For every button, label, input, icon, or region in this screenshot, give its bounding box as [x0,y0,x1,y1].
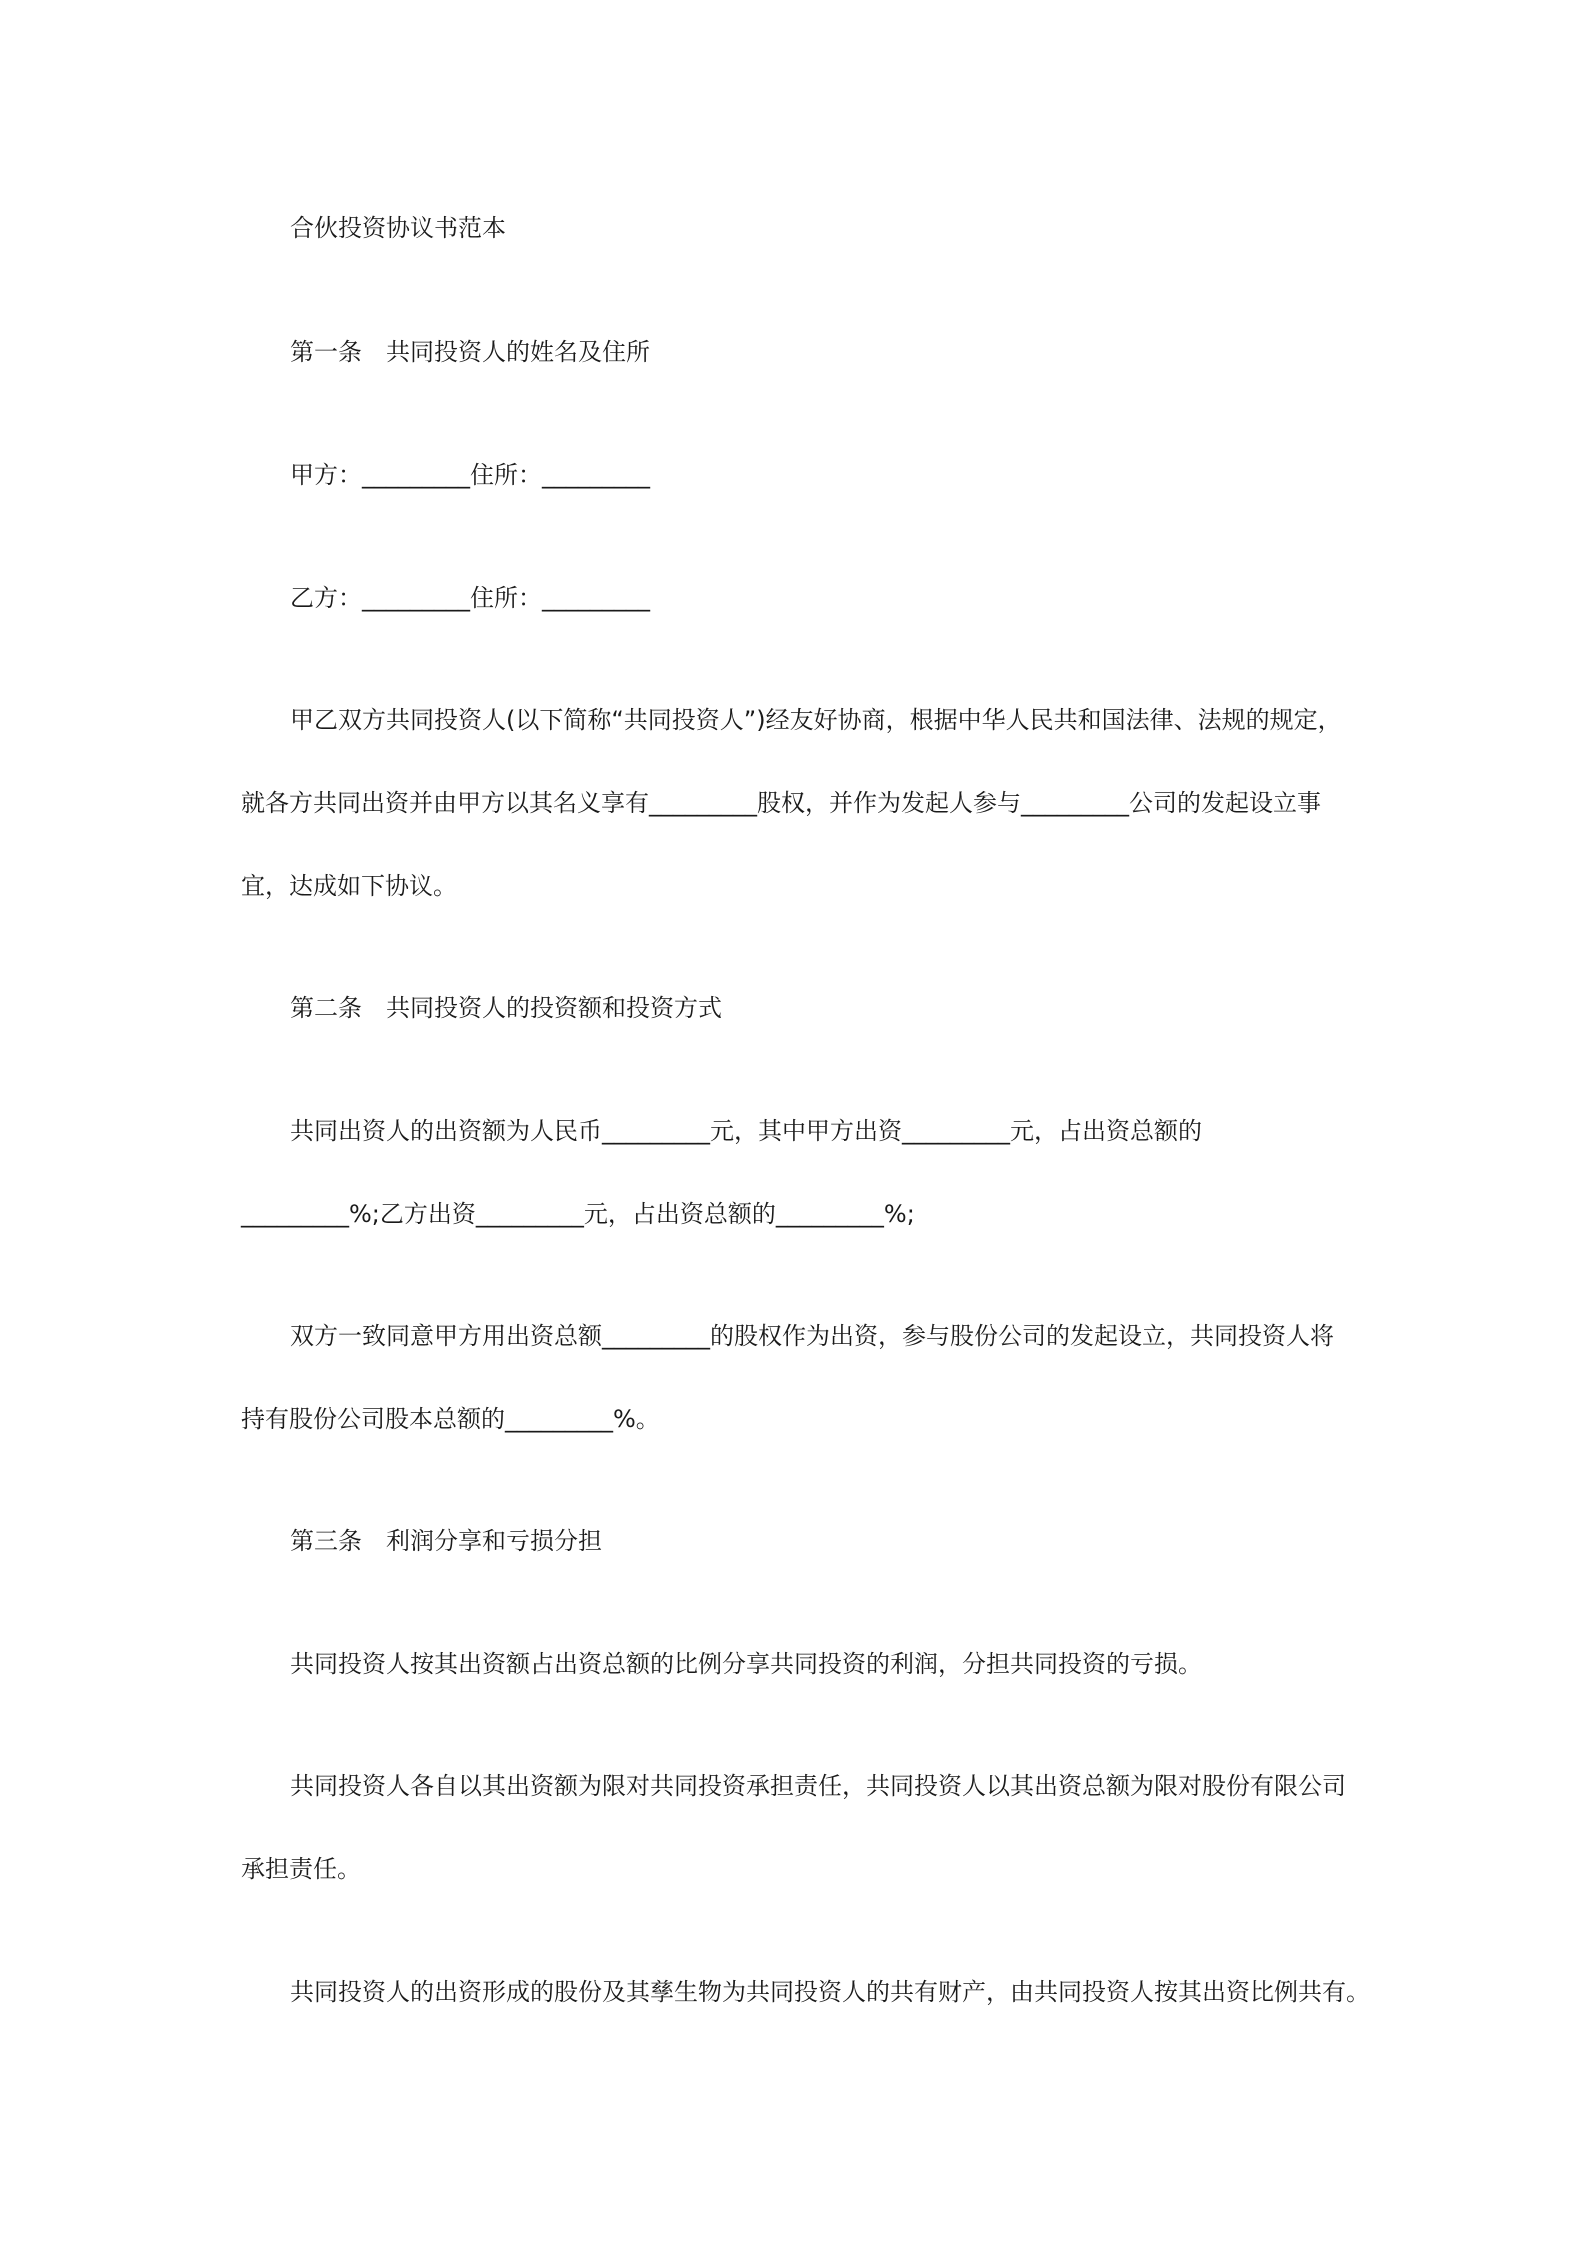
party-a-line: 甲方：_________住所：_________ [290,461,650,489]
article-3-paragraph-3: 共同投资人的出资形成的股份及其孳生物为共同投资人的共有财产，由共同投资人按其出资比例共有。 [290,1978,1370,2006]
article-3-heading: 第三条 利润分享和亏损分担 [290,1527,602,1555]
article-2-paragraph-2-line-1: 双方一致同意甲方用出资总额_________的股权作为出资，参与股份公司的发起设立，共同投资人将 [290,1322,1334,1350]
article-1-heading: 第一条 共同投资人的姓名及住所 [290,338,650,366]
party-b-line: 乙方：_________住所：_________ [290,584,650,612]
article-2-heading: 第二条 共同投资人的投资额和投资方式 [290,994,722,1022]
article-3-paragraph-2-line-2: 承担责任。 [241,1855,361,1883]
article-3-paragraph-2-line-1: 共同投资人各自以其出资额为限对共同投资承担责任，共同投资人以其出资总额为限对股份有限公司 [290,1772,1346,1800]
document-title: 合伙投资协议书范本 [290,214,506,242]
article-2-paragraph-2-line-2: 持有股份公司股本总额的_________%。 [241,1405,660,1433]
article-3-paragraph-1: 共同投资人按其出资额占出资总额的比例分享共同投资的利润，分担共同投资的亏损。 [290,1650,1202,1678]
article-1-paragraph-line-1: 甲乙双方共同投资人(以下简称“共同投资人”)经友好协商，根据中华人民共和国法律、法规的规定， [290,706,1342,734]
article-1-paragraph-line-3: 宜，达成如下协议。 [241,872,457,900]
article-2-paragraph-1-line-1: 共同出资人的出资额为人民币_________元，其中甲方出资_________元，占出资总额的 [290,1117,1202,1145]
article-1-paragraph-line-2: 就各方共同出资并由甲方以其名义享有_________股权，并作为发起人参与_________公司的发起设立事 [241,789,1321,817]
article-2-paragraph-1-line-2: _________%;乙方出资_________元，占出资总额的_________%; [241,1200,915,1228]
